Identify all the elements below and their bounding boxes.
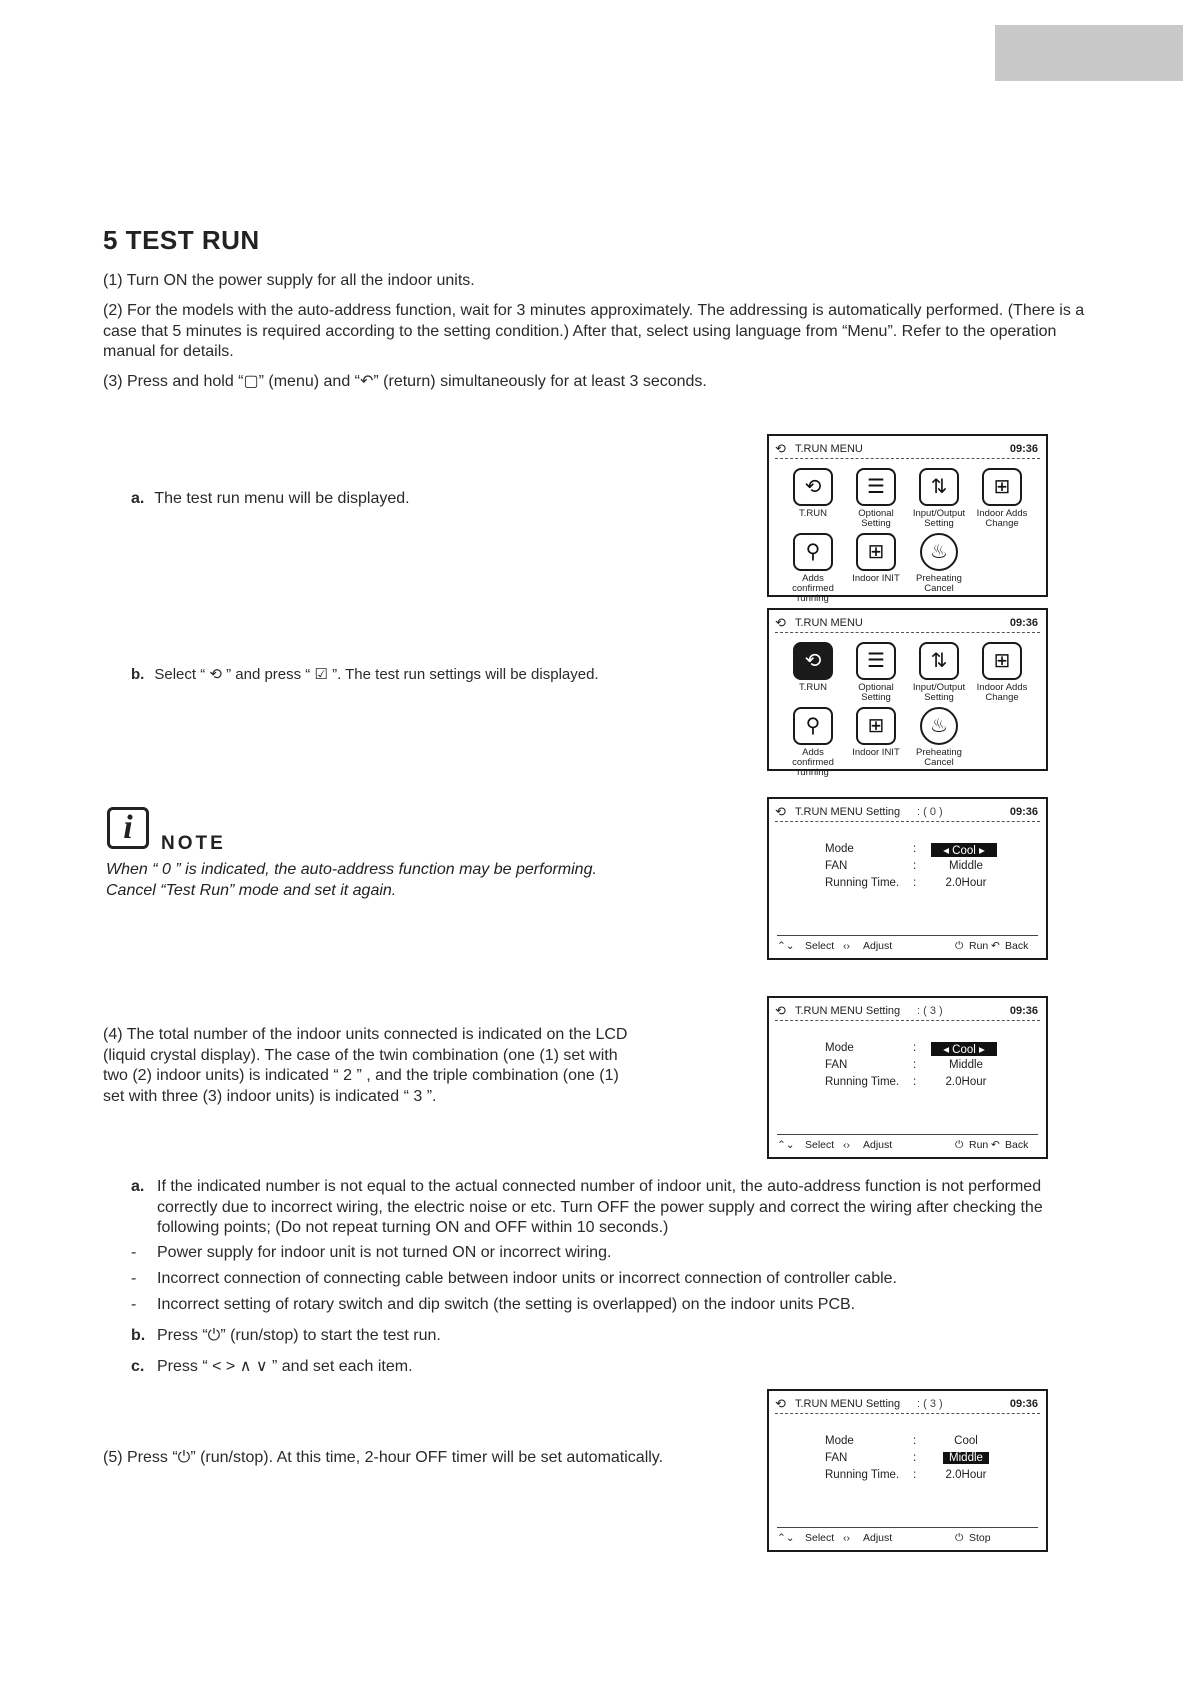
paragraph-3: (3) Press and hold “▢” (menu) and “↶” (return) simultaneously for at least 3 seconds. <box>103 373 707 390</box>
menu-item-label: T.RUN <box>799 508 827 519</box>
colon: : <box>913 1435 917 1447</box>
colon: : <box>913 1452 917 1464</box>
lcd-header <box>775 1395 1040 1414</box>
running-time-value[interactable]: 2.0Hour <box>945 1076 987 1088</box>
lcd-menu-screen-2 <box>767 608 1048 778</box>
list-c-text: Press “ < > ∧ ∨ ” and set each item. <box>157 1358 413 1375</box>
menu-item-label: Optional Setting <box>858 682 894 703</box>
input-output-icon: ⇅ <box>919 642 959 680</box>
power-icon: ⏻ <box>955 1139 964 1151</box>
unit-count: : ( 0 ) <box>917 806 943 818</box>
menu-item-label: Input/Output Setting <box>912 508 966 529</box>
paragraph-2: (2) For the models with the auto-address function, wait for 3 minutes approximately. The addressing is automatically performed. (There is a case that 5 minutes is required according to the setting condition.) After that, select using language from “Menu”. Refer to the operation manual for details. <box>103 302 1085 360</box>
menu-item-label: Preheating Cancel <box>916 573 962 594</box>
lcd-menu-screen-1 <box>767 434 1048 604</box>
lcd-title: T.RUN MENU <box>795 617 863 629</box>
colon: : <box>913 860 917 872</box>
footer-back: Back <box>1005 1139 1029 1151</box>
lcd-time: 09:36 <box>1009 443 1038 455</box>
lcd-time: 09:36 <box>1009 1398 1038 1410</box>
lcd-header <box>775 803 1040 822</box>
colon: : <box>913 1042 917 1054</box>
menu-item-label: Adds confirmed running <box>792 573 834 604</box>
lcd-footer <box>777 1134 1038 1153</box>
menu-item-trun[interactable] <box>782 642 844 693</box>
lcd-footer <box>777 935 1038 954</box>
list-a-label: a. <box>131 1178 145 1195</box>
fan-value[interactable]: Middle <box>949 1059 983 1071</box>
lcd-setting-screen-1 <box>767 797 1048 960</box>
lcd-title: T.RUN MENU Setting <box>795 1398 901 1410</box>
menu-item-indoor-init[interactable] <box>845 707 907 758</box>
menu-item-label: Indoor INIT <box>852 747 900 758</box>
setting-row-mode[interactable] <box>825 1435 978 1447</box>
list-item-dash-2 <box>131 1269 1093 1290</box>
footer-select: Select <box>805 940 835 952</box>
footer-select: Select <box>805 1532 835 1544</box>
lcd-header <box>775 614 1040 633</box>
step-b <box>131 665 631 686</box>
lcd-time: 09:36 <box>1009 1005 1038 1017</box>
menu-item-label: Indoor INIT <box>852 573 900 584</box>
running-time-value[interactable]: 2.0Hour <box>945 877 987 889</box>
fan-value[interactable]: Middle <box>949 860 983 872</box>
list-c-label: c. <box>131 1358 145 1375</box>
location-pin-icon: ⚲ <box>793 707 833 745</box>
menu-item-label: Indoor Adds Change <box>976 682 1028 703</box>
setting-row-mode[interactable] <box>825 843 985 857</box>
list-b-label: b. <box>131 1327 146 1344</box>
colon: : <box>913 1469 917 1481</box>
dash: - <box>131 1296 137 1313</box>
mode-value-text: Cool <box>952 1044 976 1056</box>
running-time-label: Running Time. <box>825 1469 900 1481</box>
trun-icon: ⟲ <box>775 1003 786 1018</box>
network-icon: ⊞ <box>982 642 1022 680</box>
mode-label: Mode <box>825 1435 854 1447</box>
trun-icon: ⟲ <box>775 804 786 819</box>
running-time-label: Running Time. <box>825 1076 900 1088</box>
trun-icon: ⟲ <box>775 1396 786 1411</box>
lcd-footer <box>777 1527 1038 1546</box>
preheat-icon: ♨ <box>920 533 958 571</box>
trun-icon: ⟲ <box>775 441 786 456</box>
list-b-text: Press “⏻” (run/stop) to start the test run. <box>157 1327 441 1344</box>
power-icon: ⏻ <box>955 1532 964 1544</box>
trun-icon: ⟲ <box>793 468 833 506</box>
page-corner-tab <box>995 25 1183 81</box>
step-a <box>131 489 631 510</box>
dash: - <box>131 1270 137 1287</box>
power-icon: ⏻ <box>955 940 964 952</box>
back-icon: ↶ <box>991 940 1000 952</box>
section-heading: 5 TEST RUN <box>103 225 260 255</box>
list-dash-3-text: Incorrect setting of rotary switch and dip switch (the setting is overlapped) on the indoor units PCB. <box>157 1296 856 1313</box>
network-reset-icon: ⊞ <box>856 707 896 745</box>
paragraph-5: (5) Press “⏻” (run/stop). At this time, 2-hour OFF timer will be set automatically. <box>103 1449 664 1466</box>
list-item-dash-1 <box>131 1243 1093 1264</box>
note-text: When “ 0 ” is indicated, the auto-address function may be performing. Cancel “Test Run” mode and set it again. <box>106 861 597 899</box>
menu-item-label: Optional Setting <box>858 508 894 529</box>
menu-item-adds-confirmed[interactable] <box>782 533 844 604</box>
fan-label: FAN <box>825 860 848 872</box>
note-title: NOTE <box>161 833 226 854</box>
footer-adjust: Adjust <box>863 940 893 952</box>
menu-item-preheating-cancel[interactable] <box>908 707 970 768</box>
footer-select: Select <box>805 1139 835 1151</box>
setting-row-running-time[interactable] <box>825 1469 987 1481</box>
colon: : <box>913 1076 917 1088</box>
menu-item-indoor-adds-change[interactable] <box>971 642 1033 703</box>
setting-row-fan[interactable] <box>825 860 983 872</box>
menu-item-optional-setting[interactable] <box>845 468 907 529</box>
location-pin-icon: ⚲ <box>793 533 833 571</box>
footer-run: Run <box>969 940 989 952</box>
lcd-title: T.RUN MENU Setting <box>795 806 901 818</box>
list-dash-1-text: Power supply for indoor unit is not turned ON or incorrect wiring. <box>157 1244 612 1261</box>
mode-label: Mode <box>825 1042 854 1054</box>
lcd-header <box>775 1002 1040 1021</box>
leftright-icon: ‹› <box>843 940 850 952</box>
leftright-icon: ‹› <box>843 1532 850 1544</box>
mode-value[interactable]: Cool <box>954 1435 978 1447</box>
lcd-setting-screen-3 <box>767 1389 1048 1552</box>
colon: : <box>913 877 917 889</box>
paragraph-1: (1) Turn ON the power supply for all the indoor units. <box>103 272 475 289</box>
unit-count: : ( 3 ) <box>917 1398 943 1410</box>
mode-value[interactable]: ◂ Cool ▸ <box>931 1042 997 1056</box>
menu-item-indoor-init[interactable] <box>845 533 907 584</box>
step-a-label: a. <box>131 490 145 507</box>
mode-value-text: Cool <box>952 845 976 857</box>
menu-item-indoor-adds-change[interactable] <box>971 468 1033 529</box>
preheat-icon: ♨ <box>920 707 958 745</box>
lcd-setting-screen-2 <box>767 996 1048 1159</box>
mode-value[interactable]: ◂ Cool ▸ <box>931 843 997 857</box>
footer-adjust: Adjust <box>863 1139 893 1151</box>
dash: - <box>131 1244 137 1261</box>
settings-list-icon: ☰ <box>856 642 896 680</box>
menu-item-label: Adds confirmed running <box>792 747 834 778</box>
menu-item-label: T.RUN <box>799 682 827 693</box>
list-item-b <box>131 1326 1093 1347</box>
footer-adjust: Adjust <box>863 1532 893 1544</box>
list-dash-2-text: Incorrect connection of connecting cable between indoor units or incorrect connection of controller cable. <box>157 1270 897 1287</box>
lcd-header <box>775 440 1040 459</box>
step-b-label: b. <box>131 666 145 683</box>
menu-item-trun[interactable] <box>782 468 844 519</box>
setting-row-fan[interactable] <box>825 1452 983 1464</box>
fan-label: FAN <box>825 1452 848 1464</box>
back-icon: ↶ <box>991 1139 1000 1151</box>
leftright-icon: ‹› <box>843 1139 850 1151</box>
step-a-text: The test run menu will be displayed. <box>154 490 410 507</box>
setting-row-running-time[interactable] <box>825 1076 987 1088</box>
trun-icon: ⟲ <box>775 615 786 630</box>
menu-item-io-setting[interactable] <box>908 642 970 703</box>
input-output-icon: ⇅ <box>919 468 959 506</box>
lcd-time: 09:36 <box>1009 617 1038 629</box>
list-item-a <box>131 1177 1093 1239</box>
menu-item-preheating-cancel[interactable] <box>908 533 970 594</box>
setting-row-fan[interactable] <box>825 1059 983 1071</box>
running-time-label: Running Time. <box>825 877 900 889</box>
footer-back: Back <box>1005 940 1029 952</box>
menu-item-adds-confirmed[interactable] <box>782 707 844 778</box>
updown-icon: ⌃⌄ <box>777 940 795 952</box>
settings-list-icon: ☰ <box>856 468 896 506</box>
menu-item-label: Indoor Adds Change <box>976 508 1028 529</box>
list-a-text: If the indicated number is not equal to the actual connected number of indoor unit, the auto-address function is not performed correctly due to incorrect wiring, the electric noise or etc. Turn OFF the power supply and correct the wiring after checking the following points; (Do not repeat turning ON and OFF within 10 seconds.) <box>157 1178 1043 1236</box>
step-b-text: Select “ ⟲ ” and press “ ☑ ”. The test run settings will be displayed. <box>154 666 599 683</box>
info-icon: i <box>107 807 149 849</box>
lcd-time: 09:36 <box>1009 806 1038 818</box>
updown-icon: ⌃⌄ <box>777 1139 795 1151</box>
footer-stop: Stop <box>969 1532 991 1544</box>
fan-value[interactable]: Middle <box>943 1452 989 1464</box>
list-item-c <box>131 1357 1093 1378</box>
paragraph-4: (4) The total number of the indoor units connected is indicated on the LCD (liquid crystal display). The case of the twin combination (one (1) set with two (2) indoor units) is indicated “ 2 ” , and the triple combination (one (1) set with three (3) indoor units) is indicated “ 3 ”. <box>103 1026 628 1105</box>
colon: : <box>913 843 917 855</box>
lcd-title: T.RUN MENU Setting <box>795 1005 901 1017</box>
mode-label: Mode <box>825 843 854 855</box>
setting-row-running-time[interactable] <box>825 877 987 889</box>
setting-row-mode[interactable] <box>825 1042 985 1056</box>
network-icon: ⊞ <box>982 468 1022 506</box>
menu-item-io-setting[interactable] <box>908 468 970 529</box>
fan-label: FAN <box>825 1059 848 1071</box>
running-time-value[interactable]: 2.0Hour <box>945 1469 987 1481</box>
lcd-title: T.RUN MENU <box>795 443 863 455</box>
menu-item-optional-setting[interactable] <box>845 642 907 703</box>
list-item-dash-3 <box>131 1295 1093 1316</box>
trun-icon: ⟲ <box>793 642 833 680</box>
unit-count: : ( 3 ) <box>917 1005 943 1017</box>
menu-item-label: Input/Output Setting <box>912 682 966 703</box>
updown-icon: ⌃⌄ <box>777 1532 795 1544</box>
menu-item-label: Preheating Cancel <box>916 747 962 768</box>
colon: : <box>913 1059 917 1071</box>
network-reset-icon: ⊞ <box>856 533 896 571</box>
footer-run: Run <box>969 1139 989 1151</box>
